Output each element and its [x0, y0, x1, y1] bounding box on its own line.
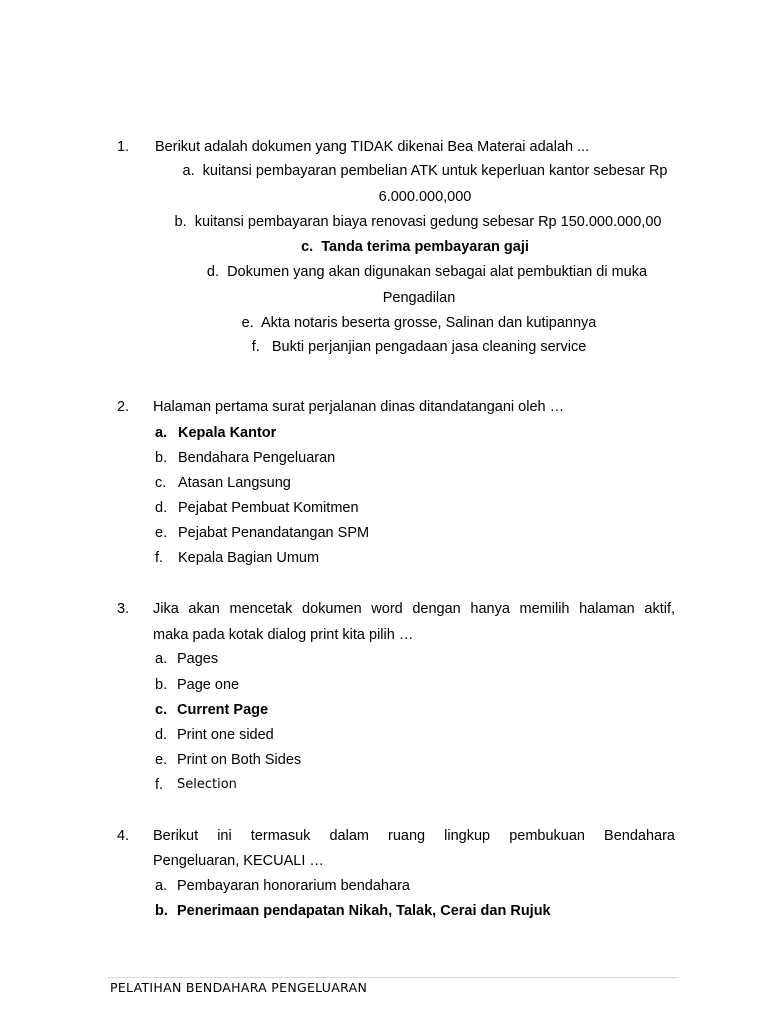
option-f [104, 337, 734, 357]
option-b-correct: Penerimaan pendapatan Nikah, Talak, Cerai dan Rujuk [177, 903, 551, 919]
option-d: Print one sided [177, 727, 274, 743]
option-a [110, 161, 740, 181]
page-footer: PELATIHAN BENDAHARA PENGELUARAN [110, 980, 368, 995]
question-text-line-1: Jika akan mencetak dokumen word dengan hanya memilih halaman aktif, [153, 601, 675, 617]
option-c-correct: Current Page [177, 702, 269, 718]
option-a-correct: Kepala Kantor [178, 425, 277, 441]
question-text-line-2: Pengeluaran, KECUALI … [153, 853, 324, 869]
option-e: Print on Both Sides [177, 752, 302, 768]
option-letter: a. [155, 878, 168, 894]
option-letter: d. [206, 264, 220, 280]
option-letter: a. [155, 651, 168, 667]
option-letter: f. [155, 777, 164, 793]
question-number: 1. [117, 139, 130, 155]
option-d [112, 262, 742, 282]
option-letter: b. [155, 677, 168, 693]
option-a: Pages [177, 651, 219, 667]
question-text-line-1: Berikut ini termasuk dalam ruang lingkup pembukuan Bendahara [153, 828, 675, 844]
option-a: Pembayaran honorarium bendahara [177, 878, 410, 894]
option-letter: c. [155, 702, 168, 718]
question-number: 3. [117, 601, 130, 617]
option-letter: e. [241, 315, 254, 331]
option-letter: e. [155, 752, 168, 768]
option-text: Bukti perjanjian pengadaan jasa cleaning service [271, 339, 587, 355]
option-d-continuation: Pengadilan [382, 290, 456, 306]
option-letter: c. [155, 475, 167, 491]
option-e: Pejabat Penandatangan SPM [178, 525, 370, 541]
option-letter: d. [155, 727, 168, 743]
question-text-line-2: maka pada kotak dialog print kita pilih … [153, 627, 414, 643]
option-letter: b. [174, 214, 187, 230]
option-c-correct [100, 237, 730, 257]
option-text: kuitansi pembayaran biaya renovasi gedung sebesar Rp 150.000.000,00 [194, 214, 662, 230]
option-letter: c. [301, 239, 314, 255]
option-letter: b. [155, 903, 168, 919]
option-letter: b. [155, 450, 168, 466]
option-a-continuation: 6.000.000,000 [378, 189, 472, 205]
question-number: 2. [117, 399, 130, 415]
option-letter: f. [155, 550, 164, 566]
option-text: Dokumen yang akan digunakan sebagai alat pembuktian di muka [227, 264, 648, 280]
option-letter: f. [251, 339, 260, 355]
option-text: Tanda terima pembayaran gaji [321, 239, 529, 255]
question-number: 4. [117, 828, 130, 844]
option-e [104, 313, 734, 333]
option-b [103, 212, 733, 232]
option-b: Bendahara Pengeluaran [178, 450, 336, 466]
option-letter: e. [155, 525, 168, 541]
footer-divider [108, 977, 678, 978]
option-text: Akta notaris beserta grosse, Salinan dan kutipannya [261, 315, 597, 331]
option-f: Kepala Bagian Umum [178, 550, 320, 566]
question-text: Berikut adalah dokumen yang TIDAK dikenai Bea Materai adalah ... [155, 139, 590, 155]
option-b: Page one [177, 677, 240, 693]
option-letter: a. [155, 425, 168, 441]
question-text: Halaman pertama surat perjalanan dinas ditandatangani oleh … [153, 399, 565, 415]
option-c: Atasan Langsung [178, 475, 291, 491]
option-letter: d. [155, 500, 168, 516]
option-letter: a. [182, 163, 195, 179]
option-f: Selection [177, 777, 237, 792]
option-d: Pejabat Pembuat Komitmen [178, 500, 359, 516]
option-text: kuitansi pembayaran pembelian ATK untuk keperluan kantor sebesar Rp [202, 163, 668, 179]
